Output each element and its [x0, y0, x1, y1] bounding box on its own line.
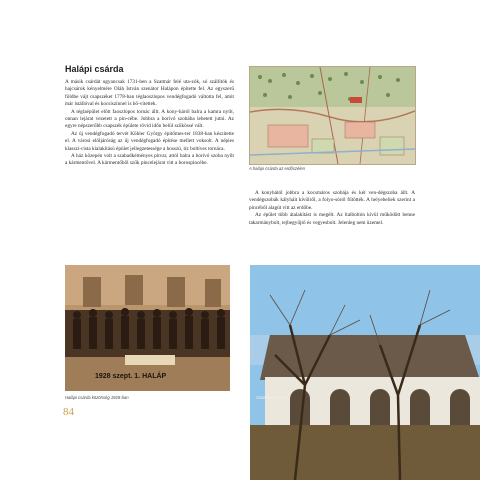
house-photo-caption: Szatmár vidékén [256, 395, 288, 400]
paragraph: A ház közepén volt a szabadkéményes pitvar, attól balra a borivó szoba nyílt a kármentővel. A kármentőből szűk pincelejárat vitt a borospincébe. [65, 153, 234, 167]
paragraph: A téglaépület előtt faoszlopos tornác állt. A kony-háról balra a kamra nyílt, onnan lejárat vezetett a pin-cébe. Jobbra a borivó szobába lehetett jutni. Az egyre népszerűbb csapszék épülete rövid időn belül szűkössé vált. [65, 108, 234, 130]
paragraph: Az épület több átalakítást is megélt. Az ítalboltón kívül működött benne takarmánybolt, tejbegyűjtő és vegyesbolt. Jelenleg nem üzemel. [249, 212, 415, 226]
paragraph: A konyhától jobbra a kocsmáros szobája és két ven-dégszoba állt. A vendégszobák kályháit kívülről, a folyo-sóról fűtötték. A helyebeliek szerint a pincéből alagút vitt az erdőbe. [249, 190, 415, 211]
page-number: 84 [63, 406, 74, 418]
paragraph: Az új vendégfogadó tervét Köhler György építőmes-ter 1838-ban készítette el. A városi elöljáróság az új vendégfogadó építése mellett voksolt. A népies klasszi-cista kialakítású épület jellegzetessége a hosszú, tíz boltíves tornáca. [65, 130, 234, 152]
photo-inscription: 1928 szept. 1. HALÁP [95, 373, 167, 380]
old-photo-caption: Halápi csárda közönség 1928-ban [65, 395, 129, 400]
historical-map-image [249, 66, 416, 165]
left-body-text [65, 79, 234, 168]
historical-group-photo [65, 265, 230, 391]
paragraph: A másik csárdát ugyancsak 1731-ben a Szatmár felé uta-zók, só szállítók és hajcsárok kényelmére Oláh István szenátor Halápon építette fel. Az egyszerű földbe vájt csapszéket 1778-ban téglaoszlopos vendégfogadó váltotta fel, amit már istállóval és kocsiszínnel is bő-vítettek. [65, 79, 234, 108]
left-column [65, 64, 234, 168]
section-heading: Halápi csárda [65, 64, 124, 74]
right-column [249, 190, 415, 227]
map-caption: A halápi csárda az erdőszélen [249, 166, 305, 171]
house-photo [250, 265, 480, 480]
